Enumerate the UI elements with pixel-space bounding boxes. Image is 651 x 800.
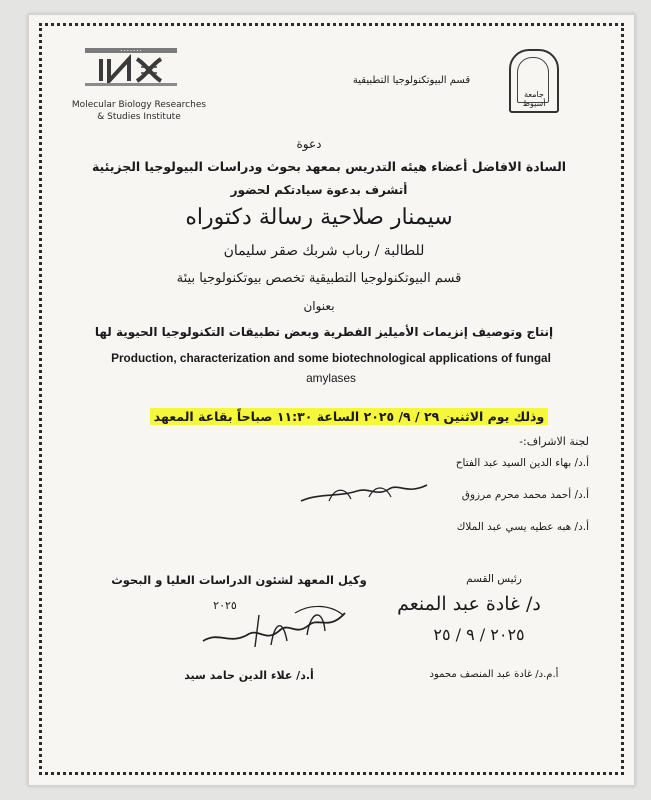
- head-handwritten-name: د/ غادة عبد المنعم: [397, 593, 541, 615]
- institute-name: Molecular Biology Researches & Studies Institute: [71, 100, 207, 122]
- invitation-document: [28, 14, 635, 786]
- seminar-title: سيمنار صلاحية رسالة دكتوراه: [185, 205, 453, 230]
- invitation-word: دعوة: [296, 137, 322, 151]
- signature-member-2: [299, 475, 429, 509]
- date-time-line: [119, 409, 579, 424]
- head-name: أ.م.د/ غادة عبد المنصف محمود: [429, 669, 559, 680]
- committee-member-2: أ.د/ أحمد محمد محرم مرزوق: [461, 489, 589, 501]
- thesis-title-english: Production, characterization and some biotechnological applications of fungal amylases: [111, 351, 551, 385]
- specialization: قسم البيوتكنولوجيا التطبيقية تخصص بيوتكنولوجيا بيئة: [176, 271, 462, 286]
- dna-logo-icon: [83, 45, 179, 87]
- addressee: السادة الافاضل أعضاء هيئه التدريس بمعهد بحوث ودراسات البيولوجيا الجزيئية: [91, 159, 567, 174]
- signature-vice: [199, 601, 349, 653]
- thesis-title-arabic: إنتاج وتوصيف إنزيمات الأميليز الفطرية وبعض تطبيقات التكنولوجيا الحيوية لها: [94, 325, 554, 339]
- committee-heading: لجنة الاشراف:-: [519, 435, 589, 448]
- svg-text:• • • • • • •: • • • • • • •: [120, 49, 142, 53]
- department-name: قسم البيوتكنولوجيا التطبيقية: [352, 75, 471, 86]
- committee-member-1: أ.د/ بهاء الدين السيد عبد الفتاح: [455, 457, 589, 469]
- vice-title: وكيل المعهد لشئون الدراسات العليا و البحوث: [111, 573, 367, 587]
- university-seal-icon: جامعة أسيوط: [509, 49, 559, 113]
- titled-word: بعنوان: [303, 299, 335, 313]
- student-name: للطالبة / رباب شربك صقر سليمان: [223, 243, 425, 259]
- honored-text: أتشرف بدعوة سيادتكم لحضور: [230, 183, 408, 197]
- dotted-border: [39, 23, 624, 775]
- head-title: رئيس القسم: [466, 573, 522, 585]
- committee-member-3: أ.د/ هبه عطيه يسي عبد الملاك: [456, 521, 589, 533]
- highlighted-date: وذلك يوم الاثنين ٢٩ / ٩/ ٢٠٢٥ الساعة ١١:٣٠ صباحاً بقاعة المعهد: [150, 408, 548, 425]
- head-handwritten-date: ٢٠٢٥ / ٩ / ٢٥: [433, 625, 525, 644]
- vice-name: أ.د/ علاء الدين حامد سيد: [184, 669, 314, 682]
- vice-handwritten-date: ٢٠٢٥: [213, 599, 237, 612]
